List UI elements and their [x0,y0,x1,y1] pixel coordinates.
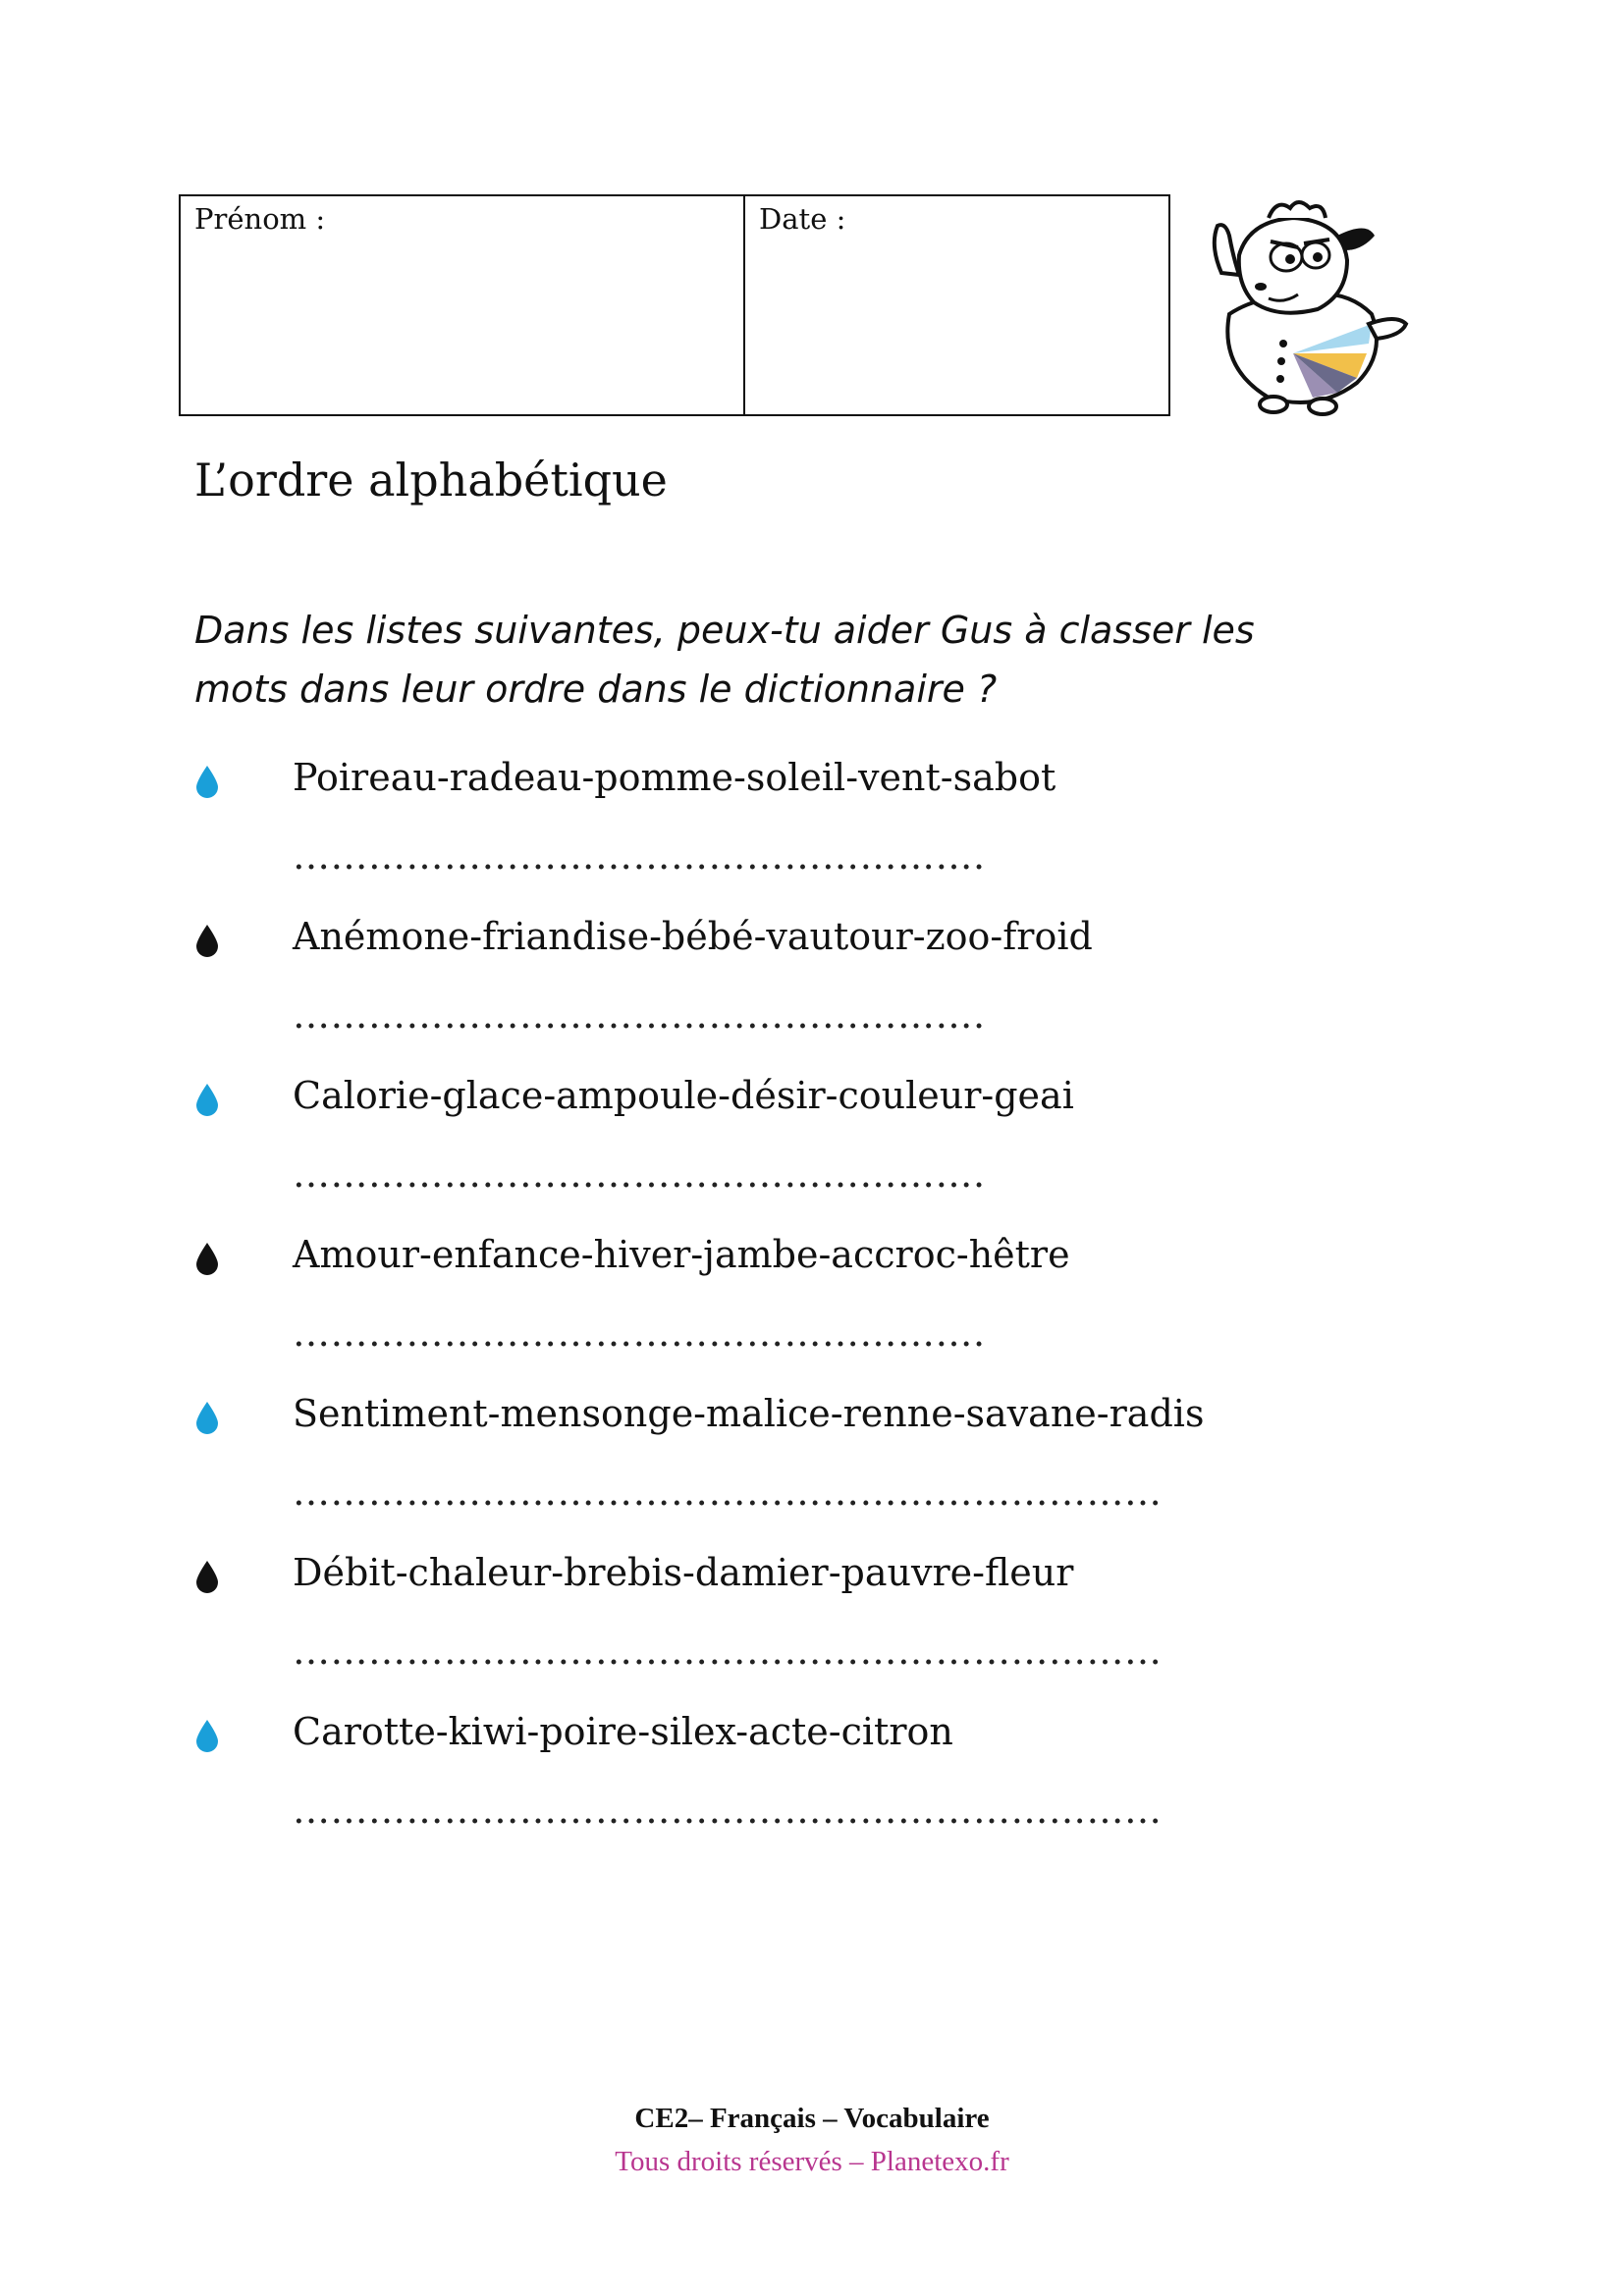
answer-line[interactable]: …………………………………………………………… [293,1470,1163,1514]
word-list: Anémone-friandise-bébé-vautour-zoo-froid [293,915,1093,958]
answer-line[interactable]: ………………………………………………. [293,834,986,878]
word-list: Poireau-radeau-pomme-soleil-vent-sabot [293,756,1056,799]
water-drop-icon [194,1718,220,1753]
word-list: Calorie-glace-ampoule-désir-couleur-geai [293,1074,1074,1117]
word-list: Amour-enfance-hiver-jambe-accroc-hêtre [293,1233,1070,1276]
date-label: Date : [759,202,846,236]
water-drop-icon [194,1241,220,1276]
student-info-table [179,194,1170,416]
answer-line[interactable]: …………………………………………………………… [293,1789,1163,1832]
sheep-mascot-icon [1200,196,1416,417]
answer-line[interactable]: ………………………………………………. [293,1152,986,1196]
date-cell[interactable] [745,196,1168,414]
name-label: Prénom : [194,202,326,236]
name-cell[interactable] [181,196,745,414]
water-drop-icon [194,1400,220,1435]
word-list: Carotte-kiwi-poire-silex-acte-citron [293,1710,953,1753]
water-drop-icon [194,1082,220,1117]
instruction-line-2: mots dans leur ordre dans le dictionnaire ? [194,667,998,711]
instruction-text [194,601,1432,719]
answer-line[interactable]: ………………………………………………. [293,1311,986,1355]
footer-title: CE2– Français – Vocabulaire [634,2103,990,2134]
water-drop-icon [194,1559,220,1594]
water-drop-icon [194,923,220,958]
water-drop-icon [194,764,220,799]
answer-line[interactable]: ………………………………………………. [293,993,986,1037]
instruction-line-1: Dans les listes suivantes, peux-tu aider Gus à classer les [194,609,1255,652]
footer-rights[interactable]: Tous droits réservés – Planetexo.fr [615,2146,1009,2177]
word-list: Sentiment-mensonge-malice-renne-savane-radis [293,1392,1205,1435]
page-title: L’ordre alphabétique [194,454,668,507]
answer-line[interactable]: …………………………………………………………… [293,1629,1163,1673]
word-list: Débit-chaleur-brebis-damier-pauvre-fleur [293,1551,1074,1594]
